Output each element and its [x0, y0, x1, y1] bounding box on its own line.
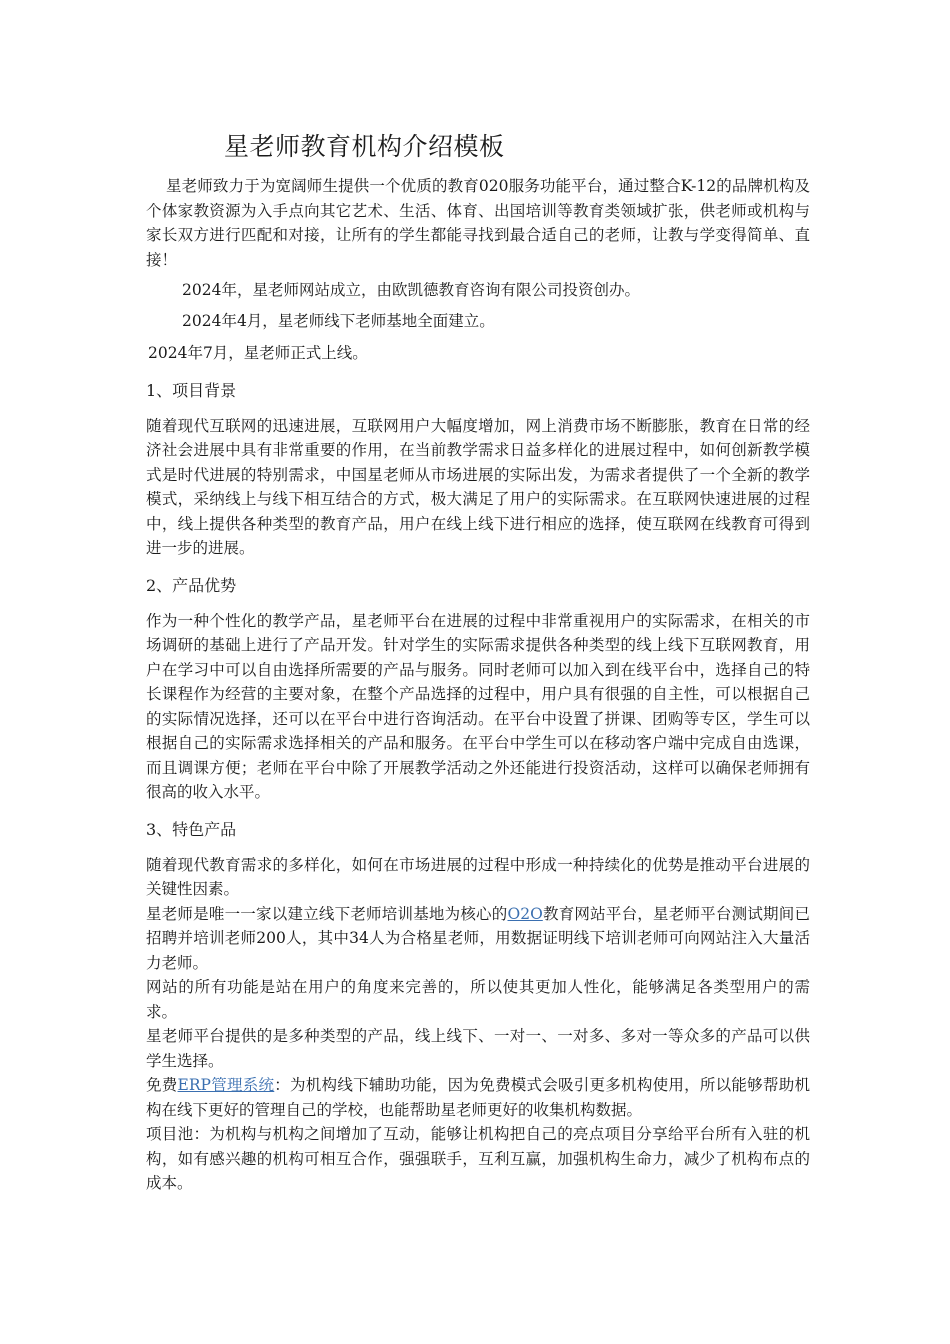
features-paragraph-3: 网站的所有功能是站在用户的角度来完善的，所以使其更加人性化，能够满足各类型用户的需求。	[146, 978, 810, 1021]
section-body-advantages: 作为一种个性化的教学产品，星老师平台在进展的过程中非常重视用户的实际需求，在相关的市场调研的基础上进行了产品开发。针对学生的实际需求提供各种类型的线上线下互联网教育，用户在学习中可以自由选择所需要的产品与服务。同时老师可以加入到在线平台中，选择自己的特长课程作为经营的主要对象，在整个产品选择的过程中，用户具有很强的自主性，可以根据自己的实际情况选择，还可以在平台中进行咨询活动。在平台中设置了拼课、团购等专区，学生可以根据自己的实际需求选择相关的产品和服务。在平台中学生可以在移动客户端中完成自由选课，而且调课方便；老师在平台中除了开展教学活动之外还能进行投资活动，这样可以确保老师拥有很高的收入水平。	[146, 611, 810, 801]
intro-paragraph: 星老师致力于为宽阔师生提供一个优质的教育020服务功能平台，通过整合K-12的品牌机构及个体家教资源为入手点向其它艺术、生活、体育、出国培训等教育类领域扩张，供老师或机构与家长双方进行匹配和对接，让所有的学生都能寻找到最合适自己的老师，让教与学变得简单、直接！	[146, 177, 810, 269]
features-paragraph-1: 随着现代教育需求的多样化，如何在市场进展的过程中形成一种持续化的优势是推动平台进展的关键性因素。	[146, 855, 810, 898]
timeline-item-base: 2024年4月，星老师线下老师基地全面建立。	[182, 311, 495, 330]
features-paragraph-6: 项目池：为机构与机构之间增加了互动，能够让机构把自己的亮点项目分享给平台所有入驻的机构，如有感兴趣的机构可相互合作，强强联手，互利互赢，加强机构生命力，减少了机构布点的成本。	[146, 1125, 810, 1192]
features-text: 教育网站平台，星老师平台测试期间已招聘并培训老师200人，其中34人为合格星老师，用数据证明线下培训老师可向网站注入大量活力老师。	[146, 904, 810, 972]
features-paragraph-5	[146, 1073, 810, 1122]
o2o-link[interactable]: O2O	[507, 904, 543, 923]
features-text: 星老师是唯一一家以建立线下老师培训基地为核心的	[146, 904, 508, 923]
features-paragraph-4: 星老师平台提供的是多种类型的产品，线上线下、一对一、一对多、多对一等众多的产品可以供学生选择。	[146, 1027, 810, 1070]
section-heading-background: 1、项目背景	[146, 380, 237, 400]
timeline-item-founded: 2024年，星老师网站成立，由欧凯德教育咨询有限公司投资创办。	[182, 281, 640, 299]
section-heading-advantages: 2、产品优势	[146, 575, 237, 595]
document-title: 星老师教育机构介绍模板	[224, 132, 505, 161]
section-heading-features: 3、特色产品	[146, 819, 237, 839]
features-text: 免费	[146, 1076, 178, 1094]
features-paragraph-2	[146, 902, 810, 976]
section-body-background: 随着现代互联网的迅速进展，互联网用户大幅度增加，网上消费市场不断膨胀，教育在日常的经济社会进展中具有非常重要的作用，在当前教学需求日益多样化的进展过程中，如何创新教学模式是时代进展的特别需求，中国星老师从市场进展的实际出发，为需求者提供了一个全新的教学模式，采纳线上与线下相互结合的方式，极大满足了用户的实际需求。在互联网快速进展的过程中，线上提供各种类型的教育产品，用户在线上线下进行相应的选择，使互联网在线教育可得到进一步的进展。	[146, 416, 810, 557]
erp-system-link[interactable]: ERP管理系统	[177, 1076, 275, 1094]
features-text: ：为机构线下辅助功能，因为免费模式会吸引更多机构使用，所以能够帮助机构在线下更好的管理自己的学校，也能帮助星老师更好的收集机构数据。	[146, 1076, 810, 1119]
document-page	[146, 128, 810, 1196]
timeline-item-launch: 2024年7月，星老师正式上线。	[148, 344, 368, 362]
